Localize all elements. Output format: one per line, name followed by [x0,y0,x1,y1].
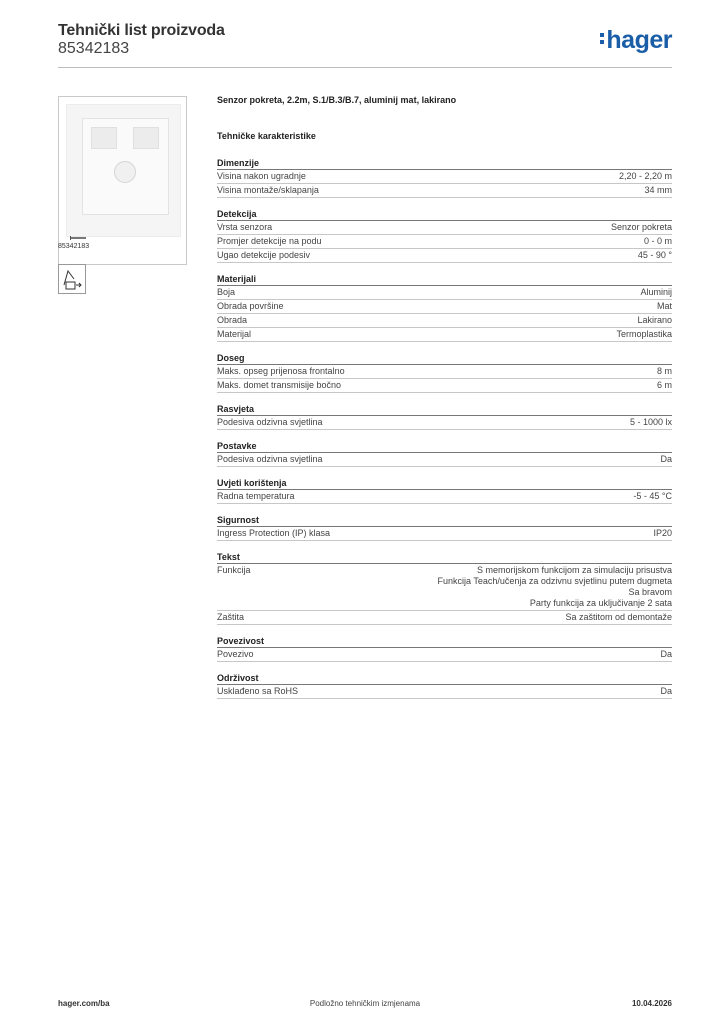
spec-row [217,685,672,699]
spec-value-line: 45 - 90 ° [637,250,672,260]
spec-label: Podesiva odzivna svjetlina [217,454,323,464]
logo-dots-icon [600,33,604,47]
spec-value [438,565,672,609]
section-title: Doseg [217,352,672,365]
spec-row [217,249,672,263]
spec-label: Promjer detekcije na podu [217,236,322,246]
spec-value-line: Senzor pokreta [610,222,672,232]
spec-value [630,417,672,428]
spec-value-line: 8 m [656,366,672,376]
spec-label: Podesiva odzivna svjetlina [217,417,323,427]
spec-value-line: Sa bravom [628,587,672,597]
spec-row [217,490,672,504]
spec-label: Radna temperatura [217,491,295,501]
spec-value [653,528,672,539]
spec-section [217,635,672,662]
spec-value [640,287,672,298]
spec-row [217,648,672,662]
spec-value-line: Da [660,649,672,659]
spec-value [657,301,672,312]
image-caption: 85342183 [58,243,90,250]
spec-value [637,315,672,326]
spec-label: Zaštita [217,612,245,622]
spec-row [217,184,672,198]
spec-value-line: Funkcija Teach/učenja za odzivnu svjetlinu putem dugmeta [437,576,672,586]
spec-row [217,416,672,430]
spec-row [217,527,672,541]
sensor-body [82,118,169,215]
specs-heading: Tehničke karakteristike [217,131,316,141]
spec-value [611,222,672,233]
spec-row [217,328,672,342]
spec-value-line: Lakirano [637,315,672,325]
spec-row [217,235,672,249]
spec-value [657,366,672,377]
logo-text: hager [606,26,672,54]
section-title: Sigurnost [217,514,672,527]
product-name: Senzor pokreta, 2.2m, S.1/B.3/B.7, aluminij mat, lakirano [217,95,457,105]
spec-section [217,514,672,541]
spec-value-line: Termoplastika [616,329,672,339]
spec-label: Funkcija [217,565,251,575]
spec-value [633,491,672,502]
spec-section [217,672,672,699]
spec-value-line: -5 - 45 °C [633,491,672,501]
spec-row [217,564,672,611]
section-title: Uvjeti korištenja [217,477,672,490]
spec-label: Visina nakon ugradnje [217,171,306,181]
spec-row [217,170,672,184]
product-image [58,96,187,265]
spec-label: Ugao detekcije podesiv [217,250,311,260]
spec-value [616,329,672,340]
spec-row [217,365,672,379]
section-title: Rasvjeta [217,403,672,416]
spec-label: Maks. opseg prijenosa frontalno [217,366,345,376]
spec-row [217,379,672,393]
spec-section [217,440,672,467]
spec-value-line: IP20 [653,528,672,538]
scale-bar-icon [70,236,86,240]
spec-row [217,286,672,300]
hager-logo [600,26,672,55]
section-title: Tekst [217,551,672,564]
spec-value [644,185,672,196]
spec-content [217,95,672,709]
spec-value [619,171,672,182]
spec-row [217,314,672,328]
spec-section [217,273,672,342]
footer-date: 10.04.2026 [631,999,672,1008]
cover-plate [66,104,181,237]
spec-value [657,380,672,391]
spec-value [660,686,672,697]
spec-value-line: Da [660,686,672,696]
spec-label: Povezivo [217,649,254,659]
sensor-lens [133,127,159,149]
spec-value-line: 0 - 0 m [643,236,672,246]
spec-row [217,611,672,625]
spec-row [217,221,672,235]
spec-value [638,250,672,261]
spec-section [217,403,672,430]
spec-value-line: Da [660,454,672,464]
spec-label: Vrsta senzora [217,222,273,232]
section-title: Održivost [217,672,672,685]
spec-value-line: 6 m [656,380,672,390]
spec-label: Obrada [217,315,248,325]
spec-label: Materijal [217,329,252,339]
section-title: Detekcija [217,208,672,221]
section-title: Postavke [217,440,672,453]
spec-value-line: 34 mm [644,185,672,195]
spec-label: Maks. domet transmisije bočno [217,380,342,390]
spec-section [217,551,672,625]
spec-value-line: 2,20 - 2,20 m [618,171,672,181]
motion-detector-symbol-icon [58,264,86,294]
spec-section [217,477,672,504]
sensor-lens [91,127,117,149]
adjust-knob [114,161,136,183]
spec-value-line: 5 - 1000 lx [629,417,672,427]
spec-value-line: Sa zaštitom od demontaže [565,612,672,622]
section-title: Materijali [217,273,672,286]
spec-row [217,300,672,314]
product-number: 85342183 [58,40,130,57]
spec-label: Obrada površine [217,301,284,311]
spec-sections [217,157,672,699]
spec-section [217,208,672,263]
spec-label: Ingress Protection (IP) klasa [217,528,331,538]
section-title: Dimenzije [217,157,672,170]
section-title: Povezivost [217,635,672,648]
spec-value-line: Party funkcija za uključivanje 2 sata [529,598,672,608]
spec-section [217,352,672,393]
document-title: Tehnički list proizvoda [58,22,225,39]
footer-notice: Podložno tehničkim izmjenama [309,999,421,1008]
spec-value-line: Aluminij [640,287,672,297]
spec-row [217,453,672,467]
spec-label: Boja [217,287,236,297]
page-header [58,20,672,70]
header-divider [58,67,672,68]
footer-website[interactable]: hager.com/ba [58,999,110,1008]
spec-value-line: Mat [656,301,672,311]
spec-section [217,157,672,198]
spec-value [565,612,672,623]
spec-label: Visina montaže/sklapanja [217,185,319,195]
spec-label: Usklađeno sa RoHS [217,686,299,696]
spec-value-line: S memorijskom funkcijom za simulaciju prisustva [476,565,672,575]
spec-value [644,236,672,247]
spec-value [660,454,672,465]
spec-value [660,649,672,660]
